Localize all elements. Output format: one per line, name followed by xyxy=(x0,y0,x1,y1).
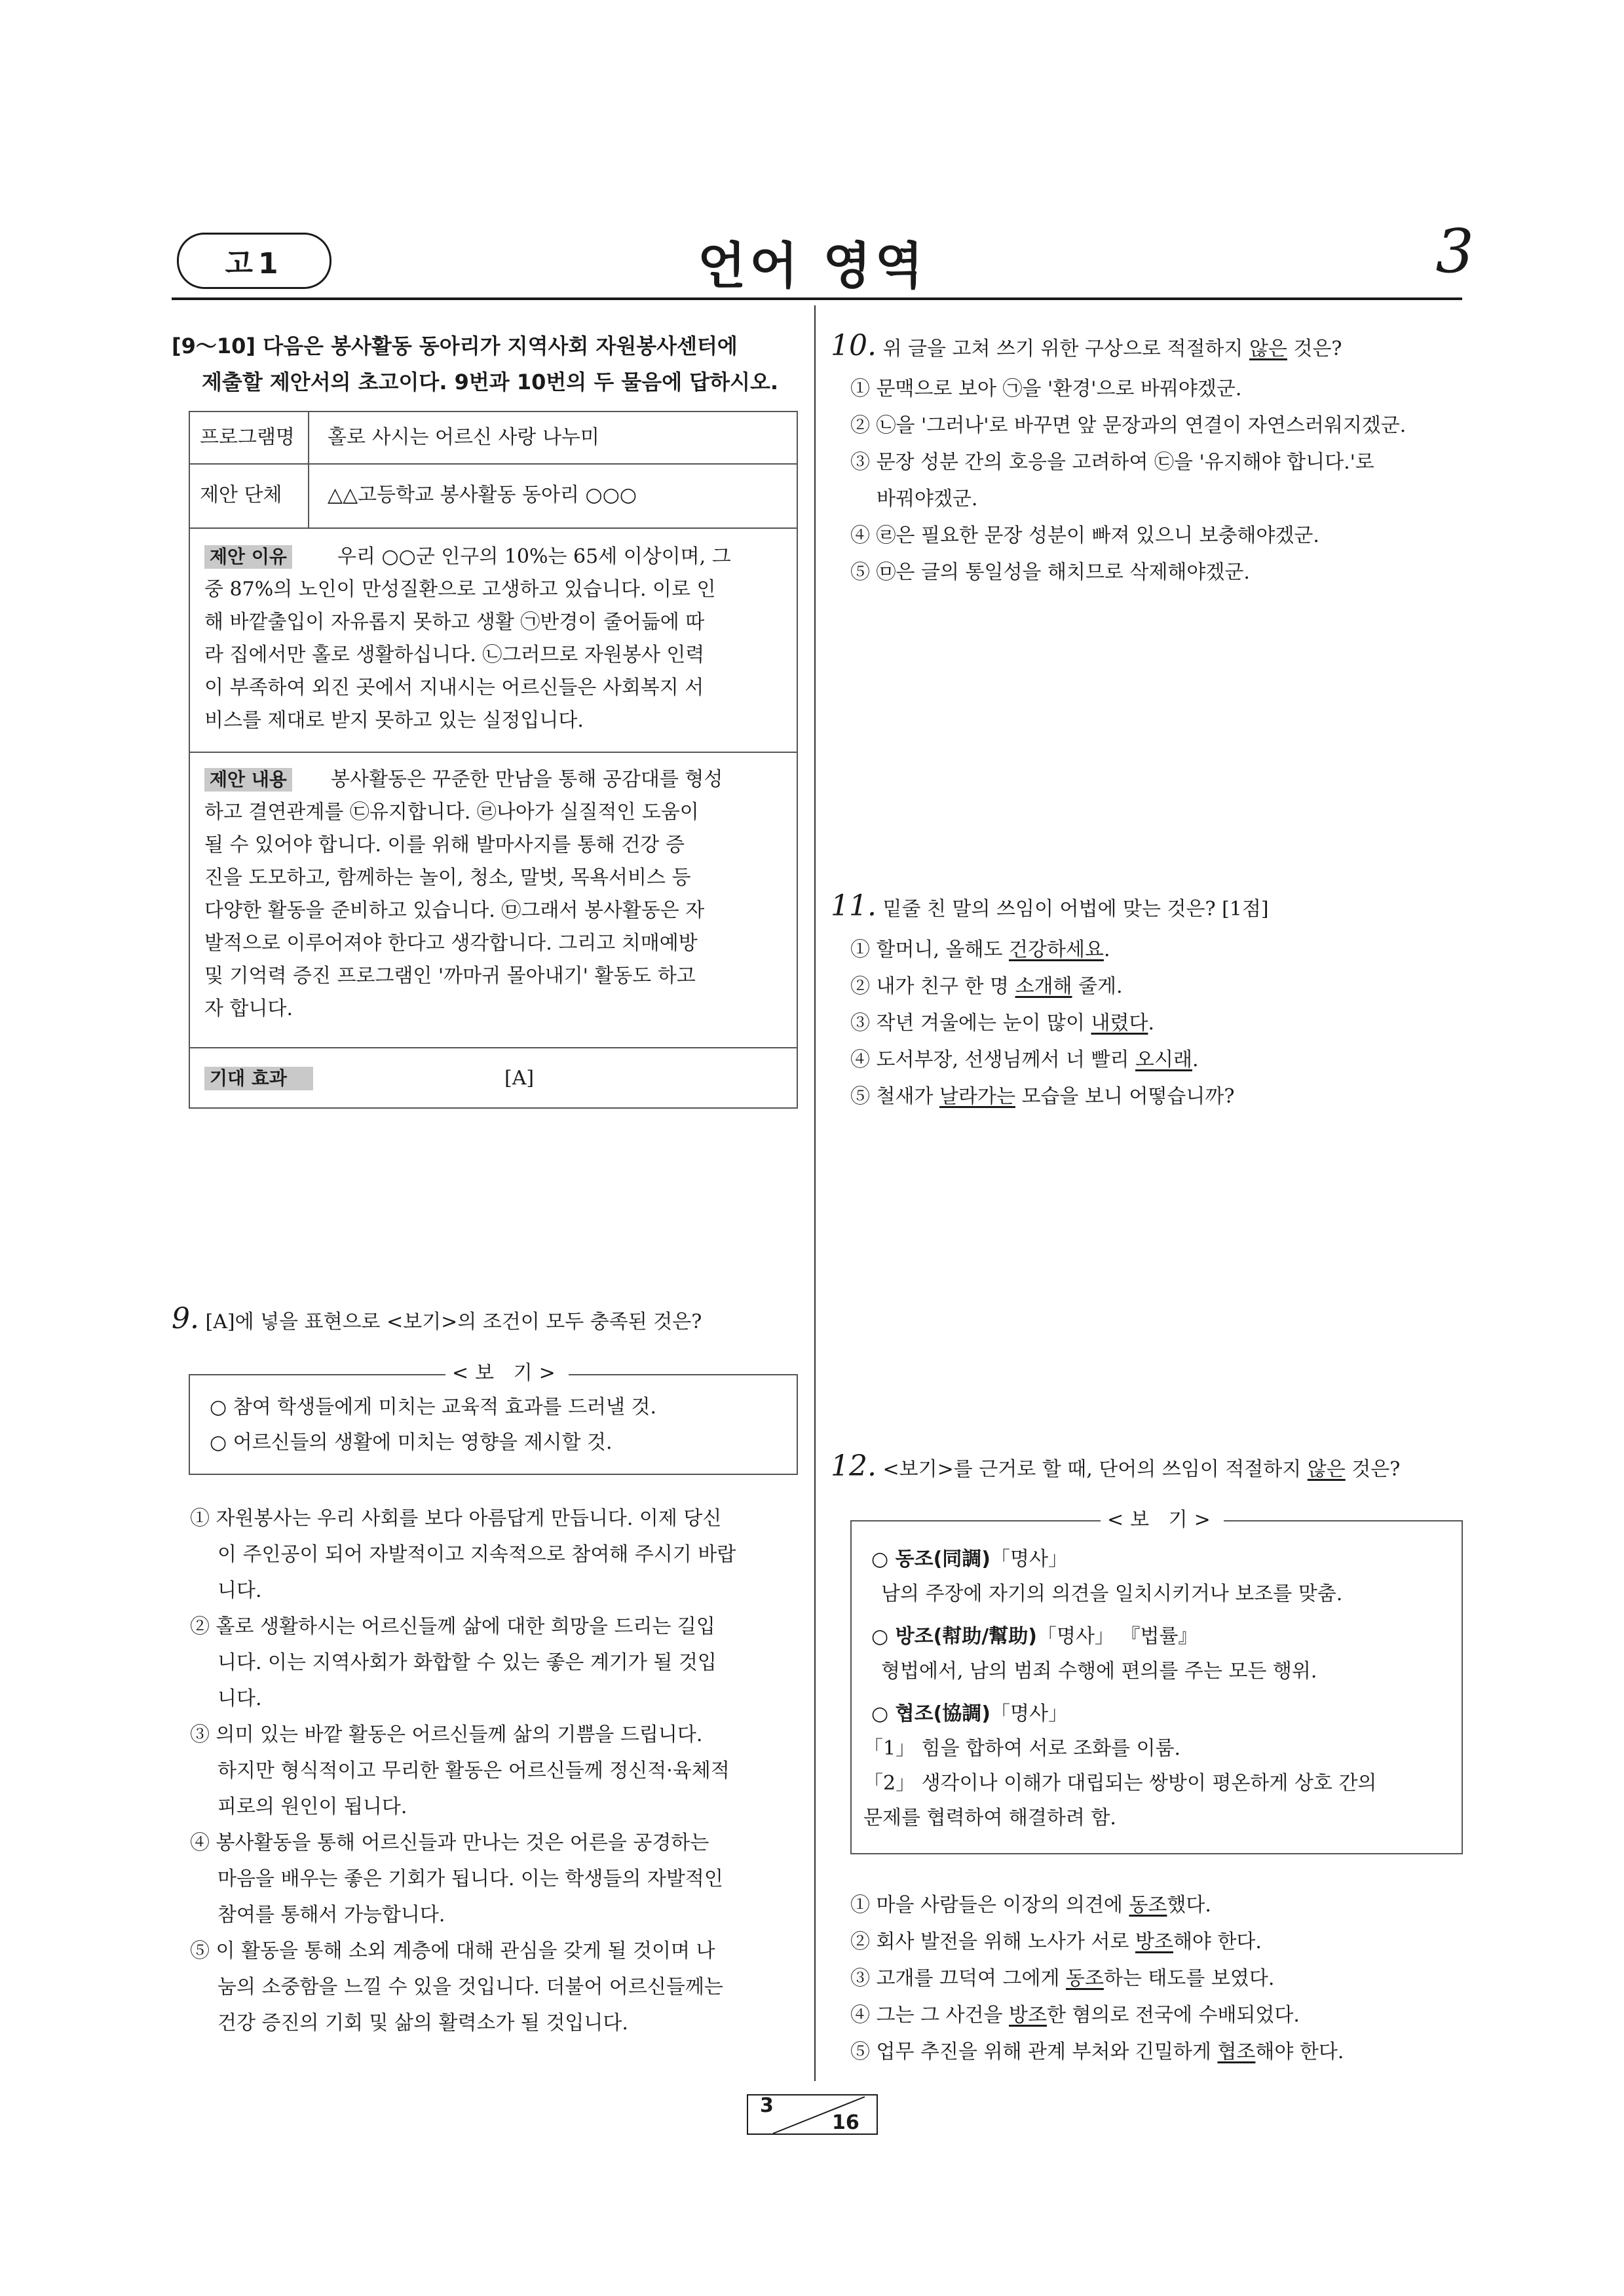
content-line: 봉사활동은 꾸준한 만남을 통해 공감대를 형성 xyxy=(331,768,723,791)
q11-choice-text: ① 할머니, 올해도 xyxy=(850,938,1010,961)
grade-badge: 고1 xyxy=(177,233,331,289)
q11-choice-text: ③ 작년 겨울에는 눈이 많이 xyxy=(850,1012,1091,1035)
entry-definition: 「2」 생각이나 이해가 대립되는 쌍방이 평온하게 상호 간의 xyxy=(863,1772,1377,1795)
intro-line-1 xyxy=(172,328,738,364)
q9-condition: ○ 어르신들의 생활에 미치는 영향을 제시할 것. xyxy=(210,1431,613,1454)
reason-line: 라 집에서만 홀로 생활하십니다. ㉡그러므로 자원봉사 인력 xyxy=(204,643,705,666)
effect-tag: 기대 효과 xyxy=(204,1067,313,1090)
q12-choice-4[interactable] xyxy=(850,1997,1300,2034)
q9-choice-4[interactable]: ④ 봉사활동을 통해 어르신들과 만나는 것은 어른을 공경하는 xyxy=(190,1831,709,1854)
reason-line: 우리 ○○군 인구의 10%는 65세 이상이며, 그 xyxy=(337,545,731,568)
q12-choice-2[interactable] xyxy=(850,1924,1262,1961)
q10-stem-line xyxy=(831,328,1342,368)
q12-choice-text: ② 회사 발전을 위해 노사가 서로 xyxy=(850,1930,1135,1953)
q12-choice-underline: 동조 xyxy=(1129,1894,1167,1917)
q12-choice-underline: 방조 xyxy=(1135,1930,1173,1953)
table-row-divider xyxy=(190,463,797,465)
q9-number: 9. xyxy=(172,1302,199,1335)
org-label: 제안 단체 xyxy=(200,484,282,507)
content-line: 다양한 활동을 준비하고 있습니다. ㉤그래서 봉사활동은 자 xyxy=(204,899,705,922)
q12-stem-underline: 않은 xyxy=(1307,1458,1346,1481)
entry-headword: ○ 협조(協調) xyxy=(871,1702,991,1725)
table-row-divider xyxy=(190,527,797,529)
q9-choice-3-cont: 하지만 형식적이고 무리한 활동은 어르신들께 정신적·육체적 xyxy=(217,1759,730,1782)
q11-choice-underline: 오시래 xyxy=(1135,1048,1192,1071)
q12-choice-5[interactable] xyxy=(850,2034,1344,2071)
q12-choice-1[interactable] xyxy=(850,1887,1211,1924)
content-line: 진을 도모하고, 함께하는 놀이, 청소, 말벗, 목욕서비스 등 xyxy=(204,866,691,889)
q12-number: 12. xyxy=(831,1449,877,1483)
q9-choice-3[interactable]: ③ 의미 있는 바깥 활동은 어르신들께 삶의 기쁨을 드립니다. xyxy=(190,1723,703,1746)
q11-choice-text: 줄게. xyxy=(1072,975,1123,998)
q10-number: 10. xyxy=(831,329,877,362)
q11-stem-line xyxy=(831,888,1269,928)
reason-line: 이 부족하여 외진 곳에서 지내시는 어르신들은 사회복지 서 xyxy=(204,676,704,699)
column-divider xyxy=(814,305,816,2081)
q12-stem-line xyxy=(831,1448,1400,1488)
q12-choice-3[interactable] xyxy=(850,1961,1274,1997)
table-col-divider xyxy=(308,412,309,529)
entry-definition: 남의 주장에 자기의 의견을 일치시키거나 보조를 맞춤. xyxy=(881,1582,1343,1605)
q12-bogi-label: <보 기> xyxy=(1101,1502,1224,1539)
q9-stem-line xyxy=(172,1301,702,1341)
q9-choice-5[interactable]: ⑤ 이 활동을 통해 소외 계층에 대해 관심을 갖게 될 것이며 나 xyxy=(190,1940,715,1962)
page-number: 3 xyxy=(1435,216,1474,286)
q12-choice-underline: 협조 xyxy=(1217,2040,1256,2063)
q12-choice-text: ③ 고개를 끄덕여 그에게 xyxy=(850,1967,1066,1990)
q11-choice-text: ② 내가 친구 한 명 xyxy=(850,975,1015,998)
reason-line: 중 87%의 노인이 만성질환으로 고생하고 있습니다. 이로 인 xyxy=(204,578,716,601)
table-row-divider xyxy=(190,752,797,753)
page-title: 언어 영역 xyxy=(697,237,928,295)
org-value: △△고등학교 봉사활동 동아리 ○○○ xyxy=(328,484,637,507)
q12-stem-pre: <보기>를 근거로 할 때, 단어의 쓰임이 적절하지 xyxy=(882,1458,1308,1481)
q12-choice-text: 했다. xyxy=(1167,1894,1211,1917)
q9-choice-5-cont: 건강 증진의 기회 및 삶의 활력소가 될 것입니다. xyxy=(217,2012,628,2035)
q12-choice-text: 해야 한다. xyxy=(1255,2040,1344,2063)
q9-choice-5-cont: 눔의 소중함을 느낄 수 있을 것입니다. 더불어 어르신들께는 xyxy=(217,1976,723,1999)
q9-stem: [A]에 넣을 표현으로 <보기>의 조건이 모두 충족된 것은? xyxy=(205,1311,702,1333)
q12-entry-bangjo xyxy=(871,1618,1198,1655)
q10-stem-underline: 않은 xyxy=(1249,337,1287,360)
q11-choice-2[interactable] xyxy=(850,968,1123,1005)
header-rule xyxy=(172,297,1462,300)
q11-choice-text: . xyxy=(1148,1012,1154,1035)
q12-choice-text: 하는 태도를 보였다. xyxy=(1103,1967,1275,1990)
q9-choice-1-cont: 니다. xyxy=(217,1579,262,1602)
q11-number: 11. xyxy=(831,889,877,923)
q10-stem-pre: 위 글을 고쳐 쓰기 위한 구상으로 적절하지 xyxy=(882,337,1249,360)
q11-choice-4[interactable] xyxy=(850,1042,1198,1079)
q11-choice-1[interactable] xyxy=(850,932,1110,968)
q11-choice-underline: 소개해 xyxy=(1015,975,1072,998)
q10-choice-3[interactable]: ③ 문장 성분 간의 호응을 고려하여 ㉢을 '유지해야 합니다.'로 xyxy=(850,451,1374,474)
q9-choice-4-cont: 마음을 배우는 좋은 기회가 됩니다. 이는 학생들의 자발적인 xyxy=(217,1867,723,1890)
entry-definition: 「1」 힘을 합하여 서로 조화를 이룸. xyxy=(863,1737,1181,1760)
q10-choice-2[interactable]: ② ㉡을 '그러나'로 바꾸면 앞 문장과의 연결이 자연스러워지겠군. xyxy=(850,414,1407,437)
program-value: 홀로 사시는 어르신 사랑 나누미 xyxy=(328,426,599,449)
q12-entry-hyeopjo xyxy=(871,1696,1068,1732)
entry-pos: 「명사」 xyxy=(991,1548,1068,1571)
q12-stem-post: 것은? xyxy=(1345,1458,1401,1481)
q11-stem: 밑줄 친 말의 쓰임이 어법에 맞는 것은? [1점] xyxy=(882,898,1269,921)
q9-choice-4-cont: 참여를 통해서 가능합니다. xyxy=(217,1904,445,1926)
content-line: 될 수 있어야 합니다. 이를 위해 발마사지를 통해 건강 증 xyxy=(204,833,685,856)
effect-value: [A] xyxy=(504,1067,535,1090)
intro-range: [9～10] xyxy=(172,334,256,358)
content-line: 하고 결연관계를 ㉢유지합니다. ㉣나아가 실질적인 도움이 xyxy=(204,801,699,824)
entry-definition: 문제를 협력하여 해결하려 함. xyxy=(863,1807,1116,1829)
entry-pos: 「명사」 xyxy=(991,1702,1068,1725)
q10-choice-4[interactable]: ④ ㉣은 필요한 문장 성분이 빠져 있으니 보충해야겠군. xyxy=(850,524,1319,547)
q11-choice-text: ④ 도서부장, 선생님께서 너 빨리 xyxy=(850,1048,1135,1071)
entry-headword: ○ 방조(幇助/幫助) xyxy=(871,1625,1037,1648)
q10-choice-3-cont: 바꿔야겠군. xyxy=(877,488,978,510)
q9-choice-2-cont: 니다. xyxy=(217,1687,262,1710)
q11-choice-underline: 건강하세요 xyxy=(1009,938,1104,961)
q11-choice-underline: 날라가는 xyxy=(939,1085,1015,1108)
q11-choice-5[interactable] xyxy=(850,1079,1234,1115)
q12-choice-text: ⑤ 업무 추진을 위해 관계 부처와 긴밀하게 xyxy=(850,2040,1218,2063)
q9-choice-1-cont: 이 주인공이 되어 자발적이고 지속적으로 참여해 주시기 바랍 xyxy=(217,1543,736,1566)
q11-choice-underline: 내렸다 xyxy=(1091,1012,1148,1035)
q11-choice-text: . xyxy=(1192,1048,1199,1071)
program-label: 프로그램명 xyxy=(200,426,295,449)
q12-choice-text: 한 혐의로 전국에 수배되었다. xyxy=(1047,2004,1300,2027)
content-line: 발적으로 이루어져야 한다고 생각합니다. 그리고 치매예방 xyxy=(204,932,698,955)
q10-choice-1[interactable]: ① 문맥으로 보아 ㉠을 '환경'으로 바꿔야겠군. xyxy=(850,377,1242,400)
q12-choice-underline: 동조 xyxy=(1065,1967,1104,1990)
q11-choice-text: . xyxy=(1103,938,1110,961)
q9-condition: ○ 참여 학생들에게 미치는 교육적 효과를 드러낼 것. xyxy=(210,1396,657,1419)
q9-choice-2-cont: 니다. 이는 지역사회가 화합할 수 있는 좋은 계기가 될 것입 xyxy=(217,1651,717,1674)
q12-choice-text: ④ 그는 그 사건을 xyxy=(850,2004,1010,2027)
table-row-divider xyxy=(190,1047,797,1048)
intro-text-2: 제출할 제안서의 초고이다. 9번과 10번의 두 물음에 답하시오. xyxy=(202,370,779,394)
page-total: 16 xyxy=(832,2111,859,2134)
entry-definition: 형법에서, 남의 범죄 수행에 편의를 주는 모든 행위. xyxy=(881,1660,1317,1683)
q9-choice-3-cont: 피로의 원인이 됩니다. xyxy=(217,1795,407,1818)
q9-choice-2[interactable]: ② 홀로 생활하시는 어르신들께 삶에 대한 희망을 드리는 길입 xyxy=(190,1615,715,1638)
q10-stem-post: 것은? xyxy=(1287,337,1342,360)
q9-choice-1[interactable]: ① 자원봉사는 우리 사회를 보다 아름답게 만듭니다. 이제 당신 xyxy=(190,1507,722,1530)
reason-tag: 제안 이유 xyxy=(204,545,292,569)
q10-choice-5[interactable]: ⑤ ㉤은 글의 통일성을 해치므로 삭제해야겠군. xyxy=(850,561,1250,584)
q12-entry-dongjo xyxy=(871,1541,1068,1578)
q12-choice-text: 해야 한다. xyxy=(1173,1930,1262,1953)
q12-choice-underline: 방조 xyxy=(1009,2004,1047,2027)
entry-headword: ○ 동조(同調) xyxy=(871,1548,991,1571)
content-line: 및 기억력 증진 프로그램인 '까마귀 몰아내기' 활동도 하고 xyxy=(204,965,696,987)
q11-choice-text: ⑤ 철새가 xyxy=(850,1085,940,1108)
q11-choice-3[interactable] xyxy=(850,1005,1154,1042)
content-tag: 제안 내용 xyxy=(204,768,292,792)
q12-choice-text: ① 마을 사람들은 이장의 의견에 xyxy=(850,1894,1129,1917)
reason-line: 해 바깥출입이 자유롭지 못하고 생활 ㉠반경이 줄어듦에 따 xyxy=(204,611,705,634)
q11-choice-text: 모습을 보니 어떻습니까? xyxy=(1015,1085,1235,1108)
content-line: 자 합니다. xyxy=(204,997,293,1020)
reason-line: 비스를 제대로 받지 못하고 있는 실정입니다. xyxy=(204,709,584,732)
intro-text-1: 다음은 봉사활동 동아리가 지역사회 자원봉사센터에 xyxy=(263,334,738,358)
page-current: 3 xyxy=(760,2094,774,2117)
entry-pos: 「명사」 『법률』 xyxy=(1036,1625,1198,1648)
q9-bogi-label: <보 기> xyxy=(445,1355,569,1392)
